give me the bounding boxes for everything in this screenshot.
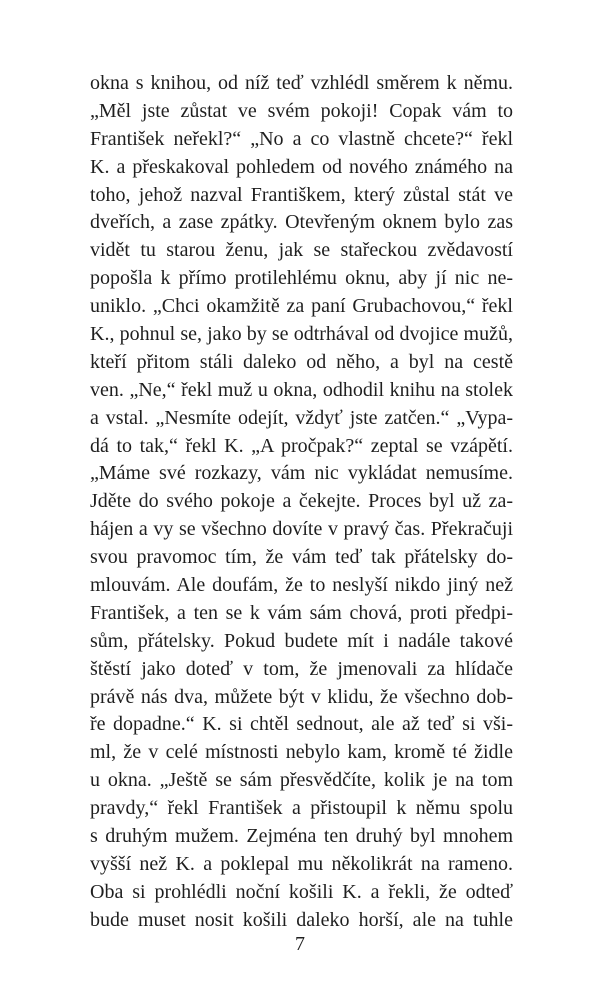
text-line: štěstí jako doteď v tom, že jmenovali za hlídače — [90, 657, 513, 680]
text-line: hájen a vy se všechno dovíte v pravý čas. Překračuji — [90, 518, 513, 541]
text-line: popošla k přímo protilehlému oknu, aby jí nic ne- — [90, 267, 513, 290]
text-line: toho, jehož nazval Františkem, který zůstal stát ve — [90, 183, 513, 206]
text-line: mlouvám. Ale doufám, že to neslyší nikdo jiný než — [90, 574, 513, 597]
text-line: ře dopadne.“ K. si chtěl sednout, ale až teď si vši- — [90, 713, 513, 736]
text-line: svou pravomoc tím, že vám teď tak přátelsky do- — [90, 546, 513, 569]
page-number: 7 — [295, 933, 305, 955]
text-line: dá to tak,“ řekl K. „A pročpak?“ zeptal se vzápětí. — [90, 434, 513, 457]
text-line: Oba si prohlédli noční košili K. a řekli, že odteď — [90, 880, 513, 903]
text-line: K., pohnul se, jako by se odtrhával od dvojice mužů, — [90, 323, 513, 346]
text-line: s druhým mužem. Zejména ten druhý byl mnohem — [90, 825, 513, 848]
text-line: uniklo. „Chci okamžitě za paní Grubachovou,“ řekl — [90, 295, 513, 318]
text-line: „Měl jste zůstat ve svém pokoji! Copak vám to — [90, 99, 513, 122]
text-line: vidět tu starou ženu, jak se stařeckou zvědavostí — [90, 239, 513, 262]
text-line: ven. „Ne,“ řekl muž u okna, odhodil knihu na stolek — [90, 378, 513, 401]
text-line: pravdy,“ řekl František a přistoupil k němu spolu — [90, 797, 513, 820]
text-line: kteří přitom stáli daleko od něho, a byl na cestě — [90, 350, 513, 373]
text-line: bude muset nosit košili daleko horší, ale na tuhle — [90, 908, 513, 931]
text-line: František neřekl?“ „No a co vlastně chcete?“ řekl — [90, 127, 513, 150]
text-line: ml, že v celé místnosti nebylo kam, kromě té židle — [90, 741, 513, 764]
text-line: okna s knihou, od níž teď vzhlédl směrem k němu. — [90, 72, 513, 94]
text-line: právě nás dva, můžete být v klidu, že všechno dob- — [90, 685, 513, 708]
text-line: sům, přátelsky. Pokud budete mít i nadále takové — [90, 629, 513, 652]
text-line: František, a ten se k vám sám chová, proti předpi- — [90, 601, 513, 624]
text-line: Jděte do svého pokoje a čekejte. Proces byl už za- — [90, 490, 513, 513]
text-line: „Máme své rozkazy, vám nic vykládat nemusíme. — [90, 462, 513, 485]
text-line: dveřích, a zase zpátky. Otevřeným oknem bylo zas — [90, 211, 513, 234]
body-text — [90, 70, 513, 935]
text-line: vyšší než K. a poklepal mu několikrát na rameno. — [90, 852, 513, 875]
text-line: a vstal. „Nesmíte odejít, vždyť jste zatčen.“ „Vypa- — [90, 406, 513, 429]
text-line: u okna. „Ještě se sám přesvědčíte, kolik je na tom — [90, 769, 513, 792]
text-line: K. a přeskakoval pohledem od nového známého na — [90, 155, 513, 178]
